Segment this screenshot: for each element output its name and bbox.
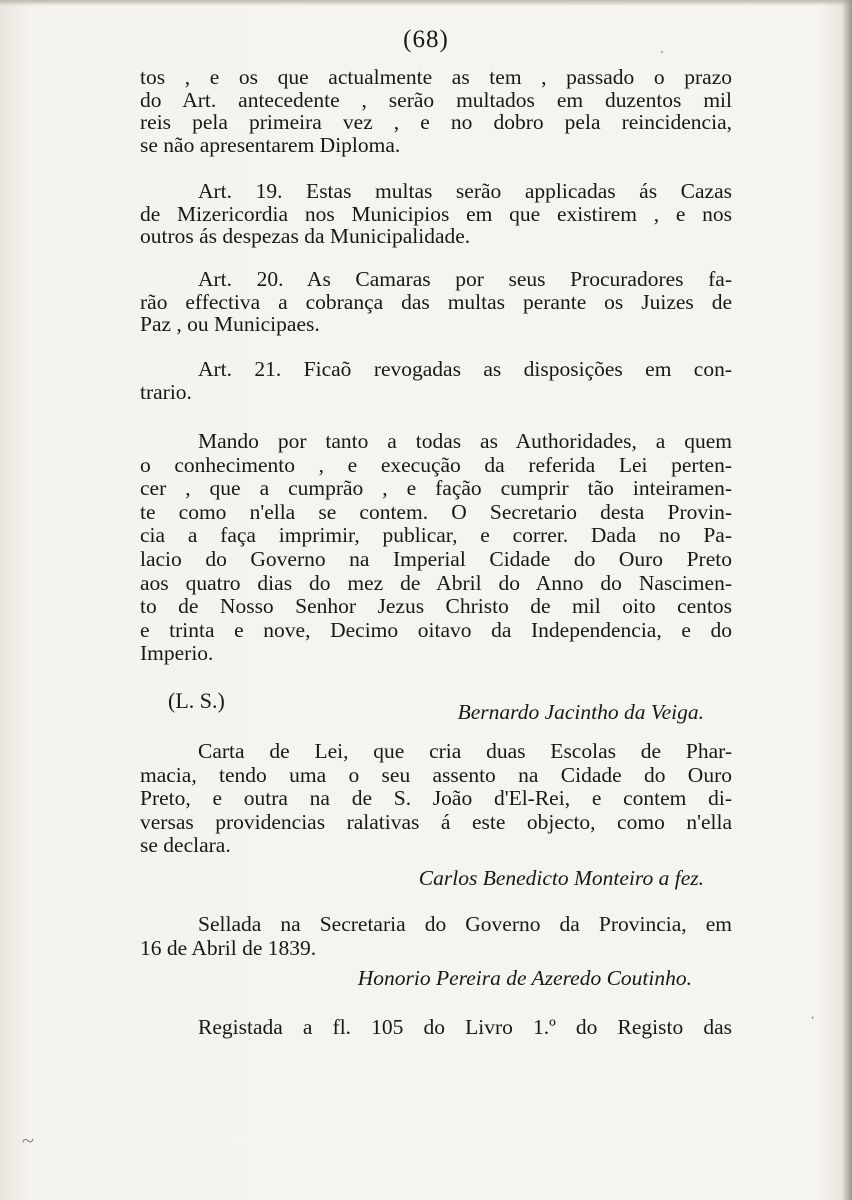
paragraph-carta-de-lei (140, 740, 732, 858)
text-line: Carta de Lei, que cria duas Escolas de Phar- (198, 739, 732, 763)
paragraph-continuation (140, 66, 732, 156)
text-line: se não apresentarem Diploma. (140, 132, 401, 157)
ink-speck: · (810, 1010, 816, 1027)
ink-speck: ~ (22, 1128, 34, 1153)
signature-governor: Bernardo Jacintho da Veiga. (457, 700, 704, 724)
text-line: Preto, e outra na de S. João d'El-Rei, e contem di- (140, 786, 732, 810)
paragraph-sellada (140, 912, 732, 960)
text-line: do Art. antecedente , serão multados em duzentos mil (140, 87, 732, 112)
text-line: Sellada na Secretaria do Governo da Provincia, em (198, 912, 732, 936)
text-line: macia, tendo uma o seu assento na Cidade do Ouro (140, 762, 732, 787)
text-line: Art. 21. Ficaõ revogadas as disposições em con- (198, 357, 732, 381)
paragraph-art-20 (140, 268, 732, 336)
text-line: Art. 19. Estas multas serão applicadas ás Cazas (198, 179, 732, 203)
text-line: te como n'ella se contem. O Secretario desta Provin- (140, 499, 732, 524)
text-line: de Mizericordia nos Municipios em que existirem , e nos (140, 201, 732, 226)
text-line: tos , e os que actualmente as tem , passado o prazo (140, 65, 732, 89)
text-line: e trinta e nove, Decimo oitavo da Independencia, e do (140, 617, 732, 642)
seal-mark: (L. S.) (168, 688, 225, 713)
text-line: Art. 20. As Camaras por seus Procuradores fa- (198, 267, 732, 291)
page-edge-shadow (0, 0, 852, 6)
text-line: Registada a fl. 105 do Livro 1.º do Registo das (198, 1015, 732, 1039)
text-line: cia a faça imprimir, publicar, e correr. Dada no Pa- (140, 523, 732, 548)
text-line: rão effectiva a cobrança das multas perante os Juizes de (140, 289, 732, 314)
text-line: cer , que a cumprão , e fação cumprir tão inteiramen- (140, 476, 732, 501)
text-line: lacio do Governo na Imperial Cidade do Ouro Preto (140, 546, 732, 571)
page-number: (68) (403, 26, 449, 53)
signature-scribe: Carlos Benedicto Monteiro a fez. (418, 866, 704, 890)
paragraph-mando (140, 430, 732, 666)
paragraph-art-21 (140, 358, 732, 403)
text-line: trario. (140, 379, 192, 404)
ink-speck: . (660, 40, 664, 57)
text-line: 16 de Abril de 1839. (140, 936, 317, 960)
text-line: o conhecimento , e execução da referida Lei perten- (140, 452, 732, 477)
text-line: versas providencias ralativas á este objecto, como n'ella (140, 809, 732, 834)
text-line: aos quatro dias do mez de Abril do Anno do Nascimen- (140, 570, 732, 595)
text-line: Paz , ou Municipaes. (140, 312, 320, 336)
text-line: outros ás despezas da Municipalidade. (140, 224, 471, 248)
text-line: reis pela primeira vez , e no dobro pela reincidencia, (140, 110, 732, 134)
signature-secretary: Honorio Pereira de Azeredo Coutinho. (357, 966, 692, 990)
text-line: Mando por tanto a todas as Authoridades, a quem (198, 429, 732, 453)
text-line: to de Nosso Senhor Jezus Christo de mil oito centos (140, 594, 732, 619)
paragraph-art-19 (140, 180, 732, 248)
page-edge-shadow (842, 0, 852, 1200)
paragraph-registada (140, 1016, 732, 1039)
text-line: Imperio. (140, 641, 214, 666)
text-line: se declara. (140, 833, 231, 857)
